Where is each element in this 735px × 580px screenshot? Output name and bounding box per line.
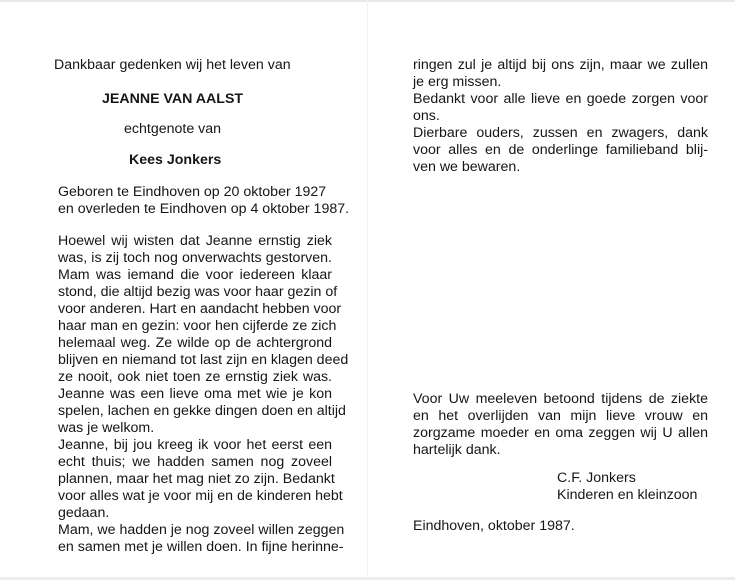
text-line: haar man en gezin: voor hen cijferde ze zich xyxy=(58,318,337,334)
text-line: je erg missen. xyxy=(413,74,502,90)
text-line: blijven en niemand tot last zijn en klagen deed xyxy=(58,352,349,368)
text-line: echt thuis; we hadden samen nog zoveel xyxy=(58,454,332,470)
text-line: Bedankt voor alle lieve en goede zorgen voor xyxy=(413,91,708,107)
birth-line: Geboren te Eindhoven op 20 oktober 1927 xyxy=(58,184,327,200)
text-line: Mam was iemand die voor iedereen klaar xyxy=(58,267,332,283)
text-line: ons. xyxy=(413,108,440,124)
text-line: ze nooit, ook niet toen ze ernstig ziek was. xyxy=(58,369,332,385)
text-line: Jeanne was een lieve oma met wie je kon xyxy=(58,386,332,402)
death-line: en overleden te Eindhoven op 4 oktober 1987. xyxy=(58,201,350,217)
deceased-name: JEANNE VAN AALST xyxy=(102,91,244,107)
text-line: Jeanne, bij jou kreeg ik voor het eerst een xyxy=(58,437,332,453)
card-fold-line xyxy=(367,0,368,580)
text-line: ringen zul je altijd bij ons zijn, maar we zullen xyxy=(413,57,708,73)
spouse-name: Kees Jonkers xyxy=(129,152,222,168)
signature-family: Kinderen en kleinzoon xyxy=(557,487,698,503)
text-line: gedaan. xyxy=(58,505,110,521)
text-line: voor alles en de onderlinge familieband blij- xyxy=(413,142,708,158)
text-line: voor anderen. Hart en aandacht hebben voor xyxy=(58,301,342,317)
text-line: spelen, lachen en gekke dingen doen en altijd xyxy=(58,403,346,419)
text-line: plannen, maar het mag niet zo zijn. Bedankt xyxy=(58,471,335,487)
intro-line: Dankbaar gedenken wij het leven van xyxy=(54,57,291,73)
text-line: Mam, we hadden je nog zoveel willen zeggen xyxy=(58,522,345,538)
text-line: was, is zij toch nog onverwachts gestorven. xyxy=(58,250,332,266)
text-line: ven we bewaren. xyxy=(413,159,521,175)
thanks-line: zorgzame moeder en oma zeggen wij U allen xyxy=(413,425,708,441)
text-line: Dierbare ouders, zussen en zwagers, dank xyxy=(413,125,708,141)
text-line: was je welkom. xyxy=(58,420,155,436)
place-date: Eindhoven, oktober 1987. xyxy=(413,518,575,534)
thanks-line: en het overlijden van mijn lieve vrouw en xyxy=(413,408,708,424)
text-line: stond, die altijd bezig was voor haar gezin of xyxy=(58,284,338,300)
text-line: helemaal weg. Ze wilde op de achtergrond xyxy=(58,335,332,351)
relation-line: echtgenote van xyxy=(124,121,222,137)
thanks-line: hartelijk dank. xyxy=(413,442,501,458)
text-line: en samen met je willen doen. In fijne herinne- xyxy=(58,539,344,555)
signature-name: C.F. Jonkers xyxy=(557,470,636,486)
thanks-line: Voor Uw meeleven betoond tijdens de ziekte xyxy=(413,391,708,407)
text-line: voor alles wat je voor mij en de kinderen hebt xyxy=(58,488,343,504)
text-line: Hoewel wij wisten dat Jeanne ernstig ziek xyxy=(58,233,332,249)
